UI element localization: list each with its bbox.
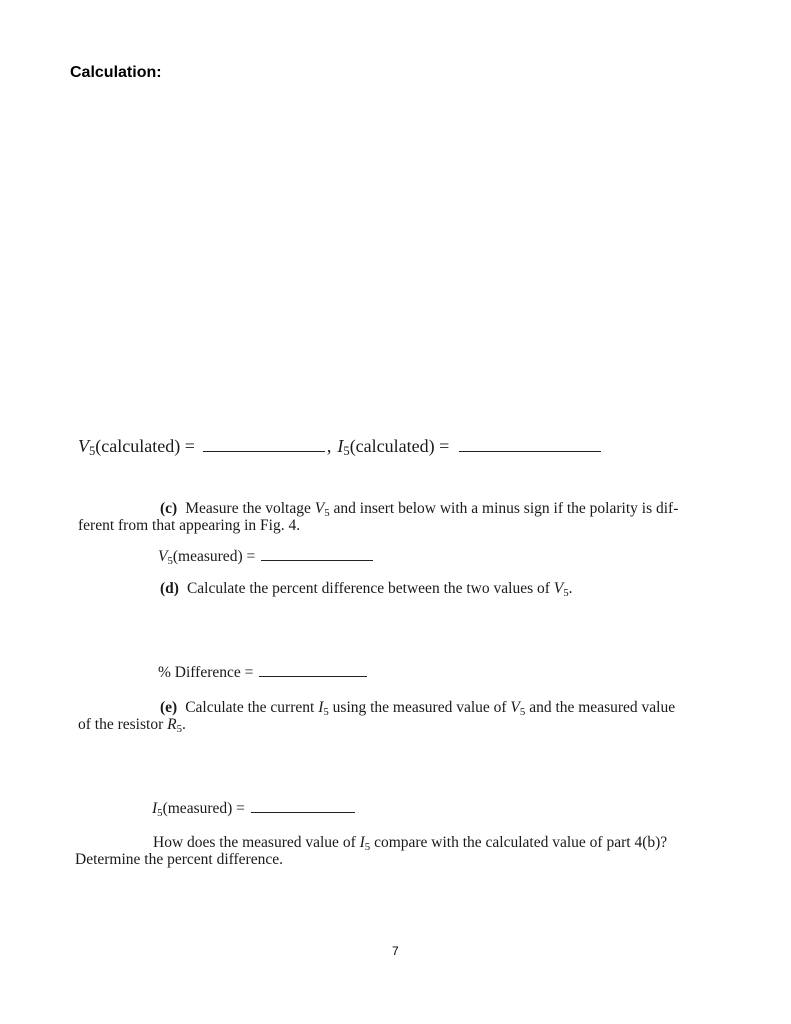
v5-measured-blank[interactable] xyxy=(261,559,373,561)
v5-measured-line xyxy=(158,548,375,566)
part-e-paragraph: (e) Calculate the current $I_5$ using the measured value of $V_5$ and the measured value of the resistor $R_5$. xyxy=(78,699,676,735)
percent-difference-blank[interactable] xyxy=(259,675,367,677)
percent-difference-line xyxy=(158,664,369,682)
part-d-tag: (d) xyxy=(160,580,179,597)
i5-measured-line xyxy=(152,800,357,818)
part-c-paragraph: (c) Measure the voltage $V_5$ and insert below with a minus sign if the polarity is dif- ferent from that appearing in Fig. 4. xyxy=(78,500,679,534)
separator-comma: , xyxy=(326,436,332,456)
v5-calculated-blank[interactable] xyxy=(203,450,325,452)
calculated-values-line xyxy=(78,436,603,457)
v5-calculated-label: $V_5(calculated)$ = xyxy=(78,436,195,458)
part-e-tag: (e) xyxy=(160,699,178,716)
page-number: 7 xyxy=(392,944,399,958)
part-f-paragraph: How does the measured value of $I_5$ compare with the calculated value of part 4(b)? Determine the percent difference. xyxy=(75,834,668,868)
part-d-paragraph: (d) Calculate the percent difference between the two values of $V_5$. xyxy=(160,580,573,599)
percent-difference-label: % Difference = xyxy=(158,664,254,681)
i5-calculated-label: $I_5(calculated)$ = xyxy=(337,436,450,458)
calculation-heading: Calculation: xyxy=(70,64,162,81)
part-c-tag: (c) xyxy=(160,500,178,517)
i5-measured-blank[interactable] xyxy=(251,811,355,813)
i5-calculated-blank[interactable] xyxy=(459,450,601,452)
i5-measured-label: $I_5(measured)$ = xyxy=(152,800,245,819)
v5-measured-label: $V_5(measured)$ = xyxy=(158,548,256,567)
